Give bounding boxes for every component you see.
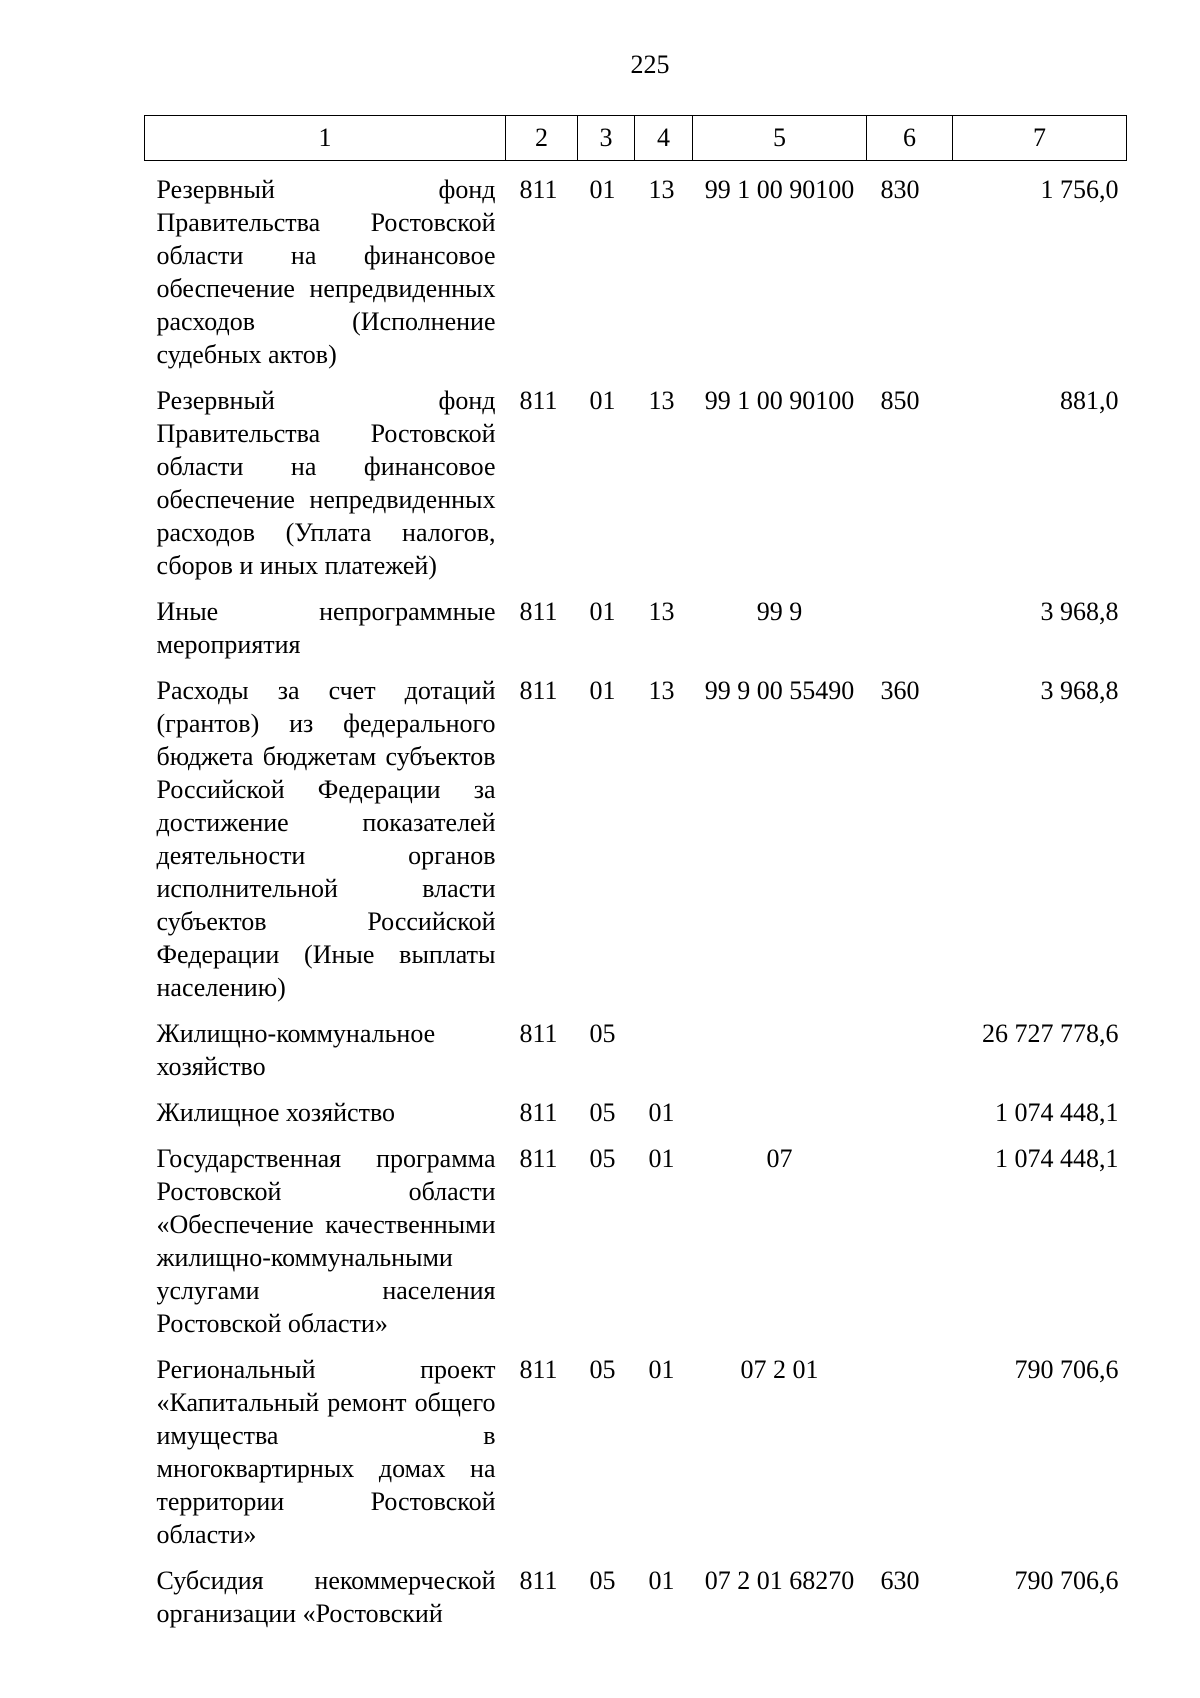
expense-type-cell: 830: [880, 175, 920, 204]
expense-type-cell: [867, 595, 953, 674]
ministry-code-cell: 811: [519, 386, 558, 415]
target-article-cell: 99 9: [756, 597, 803, 626]
table-row: [145, 1096, 1127, 1142]
subsection-code-cell: 01: [648, 1566, 675, 1595]
subsection-code-cell: 01: [648, 1098, 675, 1127]
ministry-code-cell: 811: [519, 175, 558, 204]
header-cell-1: 1: [145, 116, 506, 161]
amount-cell: 1 074 448,1: [995, 1098, 1119, 1127]
row-name-cell: Резервный фонд Правительства Ростовской области на финансовое обеспечение непредвиденных расходов (Уплата налогов, сборов и иных платежей): [156, 386, 496, 580]
ministry-code-cell: 811: [519, 1144, 558, 1173]
header-cell-2: 2: [506, 116, 578, 161]
expense-type-cell: 360: [880, 676, 920, 705]
row-name-cell: Расходы за счет дотаций (грантов) из федерального бюджета бюджетам субъектов Российской Федерации за достижение показателей деятельности органов исполнительной власти субъектов Российской Федерации (Иные выплаты населению): [156, 676, 496, 1002]
section-code-cell: 01: [589, 676, 616, 705]
section-code-cell: 05: [589, 1098, 616, 1127]
amount-cell: 1 074 448,1: [995, 1144, 1119, 1173]
table-row: [145, 1353, 1127, 1564]
amount-cell: 3 968,8: [1040, 676, 1119, 705]
target-article-cell: 99 1 00 90100: [704, 175, 855, 204]
expense-type-cell: [867, 1096, 953, 1142]
subsection-code-cell: 01: [648, 1355, 675, 1384]
header-cell-3: 3: [578, 116, 635, 161]
table-row: [145, 1564, 1127, 1643]
subsection-code-cell: [635, 1017, 693, 1096]
target-article-cell: [693, 1096, 867, 1142]
section-code-cell: 05: [589, 1355, 616, 1384]
target-article-cell: 99 9 00 55490: [704, 676, 855, 705]
target-article-cell: 99 1 00 90100: [704, 386, 855, 415]
table-row: [145, 161, 1127, 385]
ministry-code-cell: 811: [519, 1566, 558, 1595]
section-code-cell: 01: [589, 597, 616, 626]
section-code-cell: 01: [589, 386, 616, 415]
table-row: [145, 674, 1127, 1017]
expense-type-cell: [867, 1017, 953, 1096]
row-name-cell: Жилищно-коммунальное хозяйство: [156, 1019, 436, 1081]
budget-table: [144, 115, 1127, 1643]
table-row: [145, 1017, 1127, 1096]
amount-cell: 3 968,8: [1040, 597, 1119, 626]
row-name-cell: Резервный фонд Правительства Ростовской области на финансовое обеспечение непредвиденных расходов (Исполнение судебных актов): [156, 175, 496, 369]
section-code-cell: 05: [589, 1566, 616, 1595]
section-code-cell: 05: [589, 1019, 616, 1048]
row-name-cell: Региональный проект «Капитальный ремонт общего имущества в многоквартирных домах на территории Ростовской области»: [156, 1355, 496, 1549]
expense-type-cell: 630: [880, 1566, 920, 1595]
expense-type-cell: [867, 1353, 953, 1564]
row-name-cell: Иные непрограммные мероприятия: [156, 597, 496, 659]
header-cell-6: 6: [867, 116, 953, 161]
subsection-code-cell: 13: [648, 386, 675, 415]
table-header-row: [145, 116, 1127, 161]
table-row: [145, 384, 1127, 595]
subsection-code-cell: 13: [648, 175, 675, 204]
subsection-code-cell: 13: [648, 597, 675, 626]
page-number: 225: [630, 50, 670, 79]
amount-cell: 790 706,6: [1014, 1566, 1119, 1595]
target-article-cell: 07 2 01: [740, 1355, 819, 1384]
amount-cell: 1 756,0: [1040, 175, 1119, 204]
section-code-cell: 05: [589, 1144, 616, 1173]
target-article-cell: 07 2 01 68270: [704, 1566, 855, 1595]
header-cell-5: 5: [693, 116, 867, 161]
header-cell-4: 4: [635, 116, 693, 161]
target-article-cell: [693, 1017, 867, 1096]
expense-type-cell: [867, 1142, 953, 1353]
section-code-cell: 01: [589, 175, 616, 204]
ministry-code-cell: 811: [519, 1355, 558, 1384]
table-row: [145, 595, 1127, 674]
amount-cell: 790 706,6: [1014, 1355, 1119, 1384]
row-name-cell: Государственная программа Ростовской области «Обеспечение качественными жилищно-коммунальными услугами населения Ростовской области»: [156, 1144, 496, 1338]
table-row: [145, 1142, 1127, 1353]
ministry-code-cell: 811: [519, 1019, 558, 1048]
row-name-cell: Жилищное хозяйство: [156, 1098, 396, 1127]
ministry-code-cell: 811: [519, 1098, 558, 1127]
subsection-code-cell: 13: [648, 676, 675, 705]
amount-cell: 881,0: [1060, 386, 1119, 415]
ministry-code-cell: 811: [519, 676, 558, 705]
subsection-code-cell: 01: [648, 1144, 675, 1173]
ministry-code-cell: 811: [519, 597, 558, 626]
row-name-cell: Субсидия некоммерческой организации «Ростовский: [156, 1566, 496, 1628]
expense-type-cell: 850: [880, 386, 920, 415]
amount-cell: 26 727 778,6: [982, 1019, 1119, 1048]
header-cell-7: 7: [953, 116, 1127, 161]
target-article-cell: 07: [766, 1144, 793, 1173]
